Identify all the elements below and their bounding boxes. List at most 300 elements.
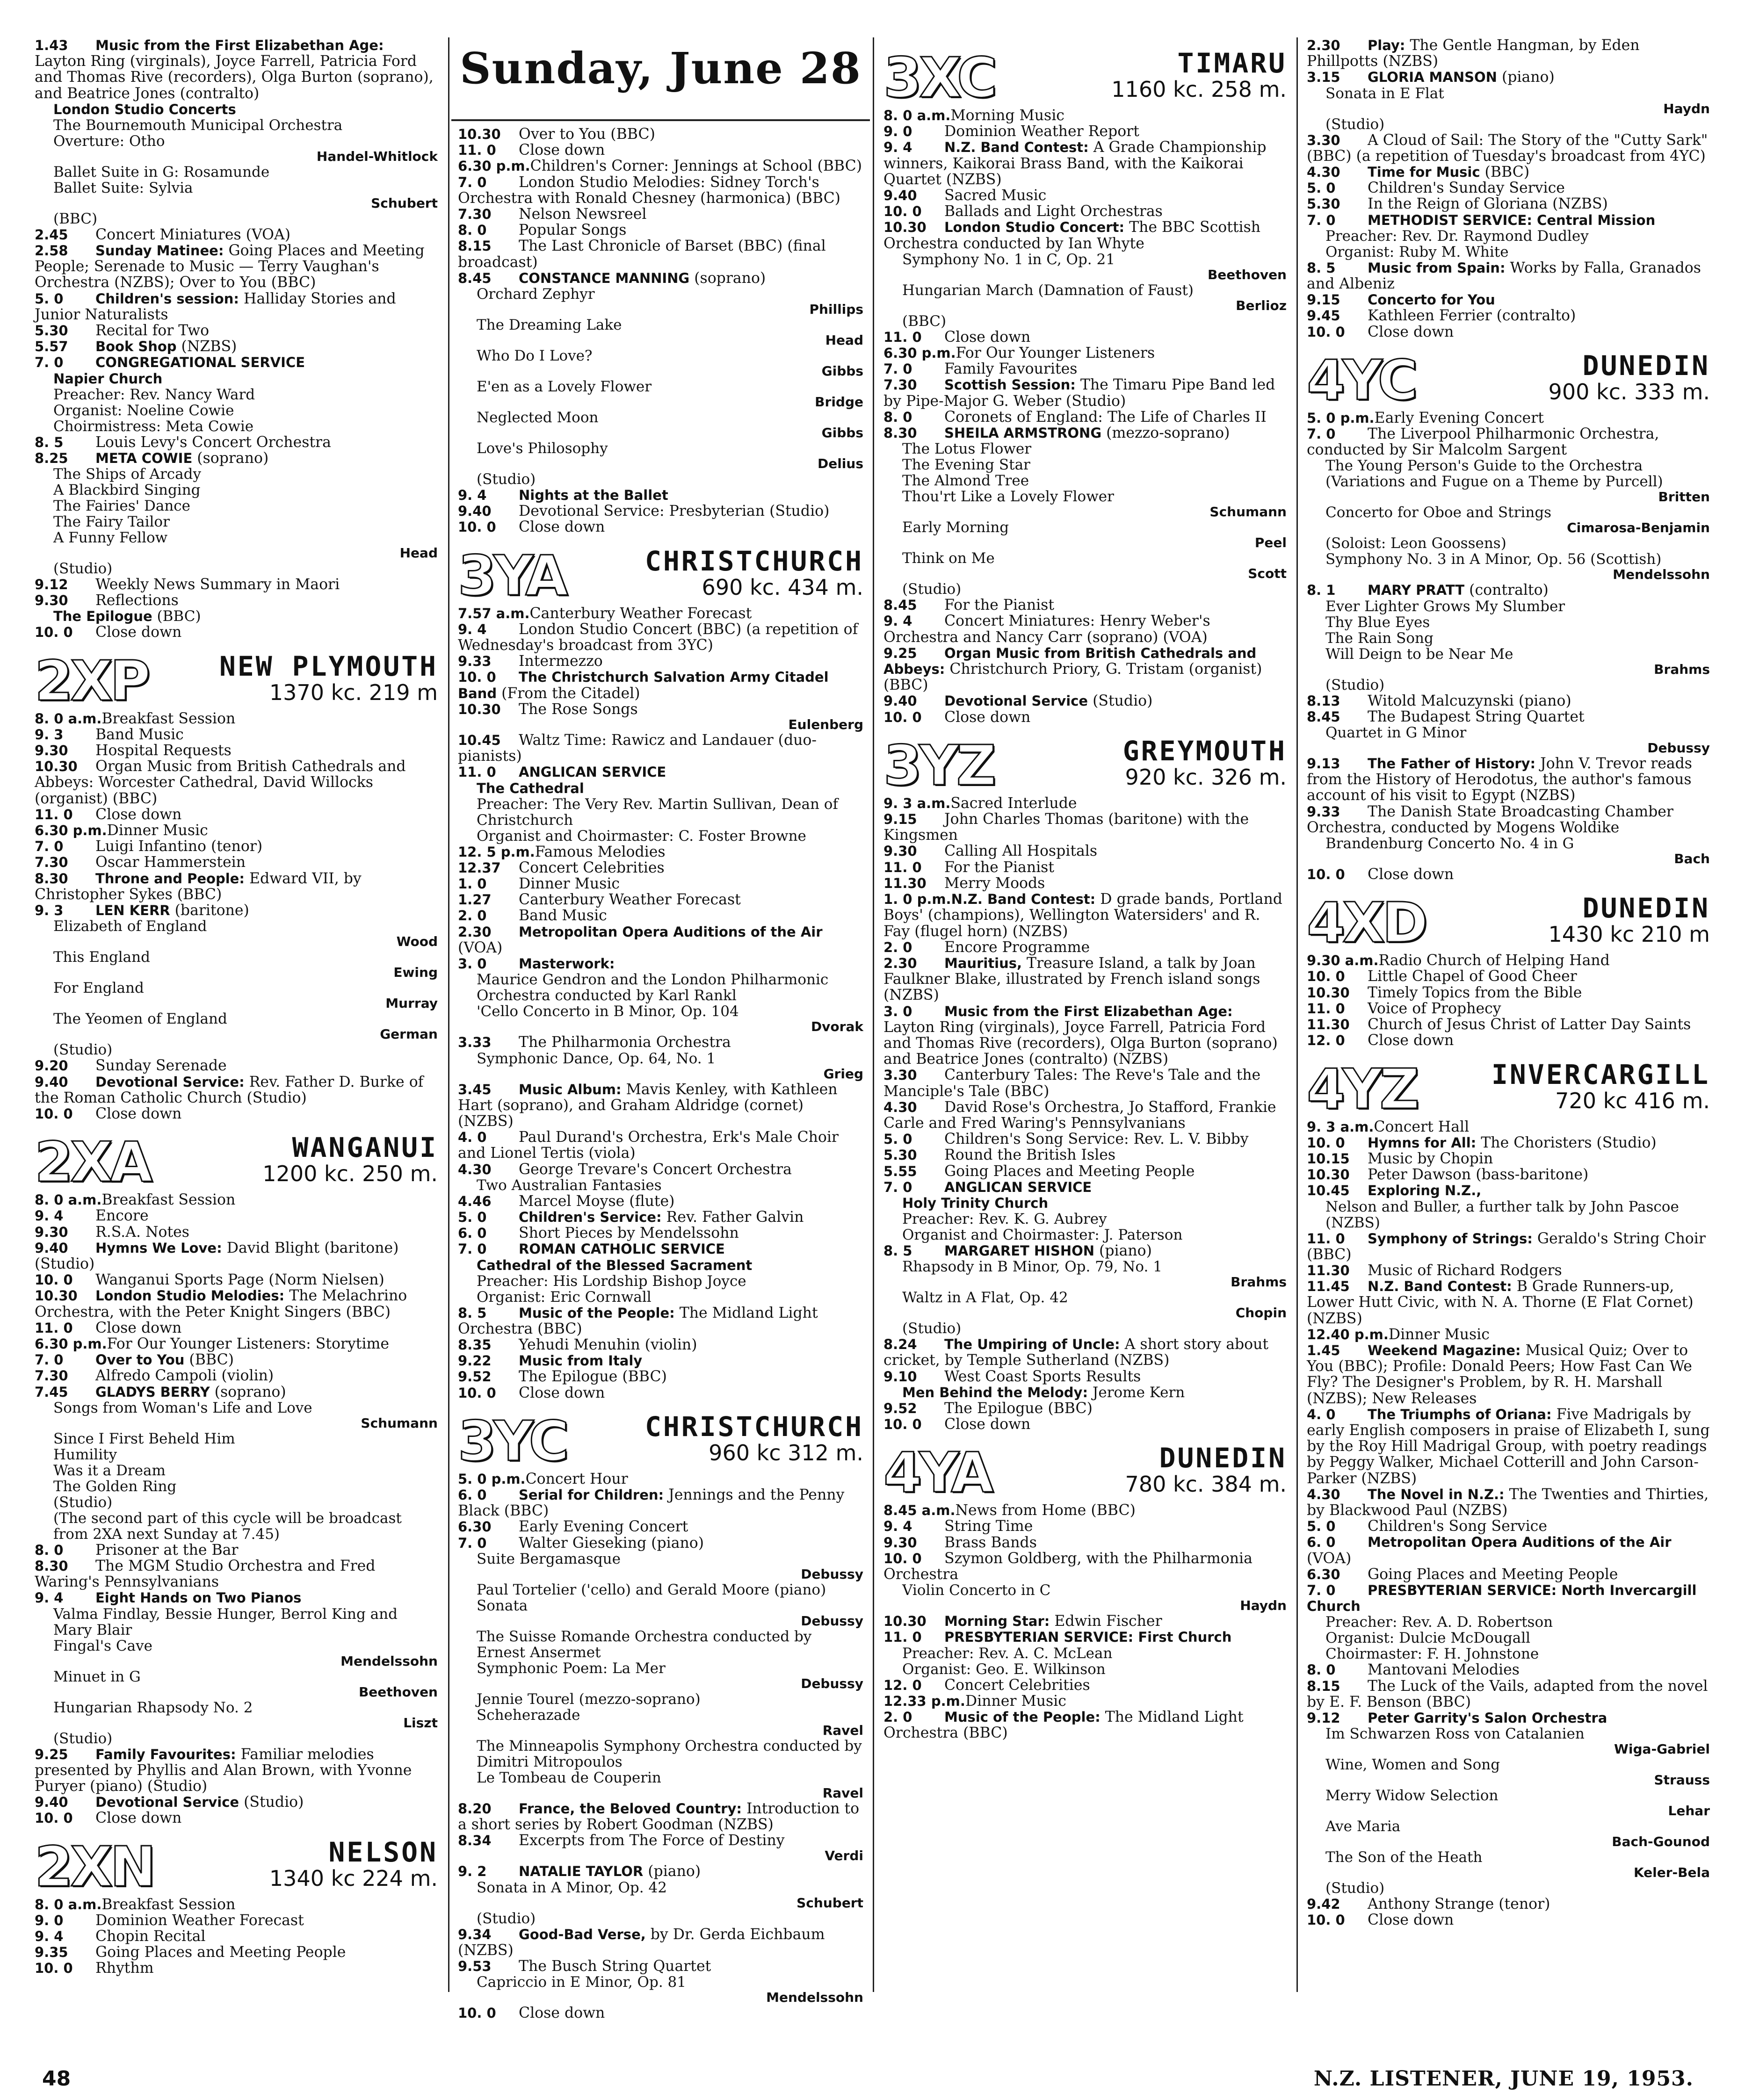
entry-time: 8. 5 xyxy=(1307,260,1336,276)
programme-entry xyxy=(1307,1199,1710,1231)
entry-time: 7. 0 xyxy=(458,1535,487,1551)
programme-entry xyxy=(1307,1001,1710,1017)
entry-text: Witold Malcuzynski (piano) xyxy=(1368,692,1571,709)
entry-heading: Symphony of Strings: xyxy=(1368,1230,1533,1247)
entry-text: (Studio) xyxy=(1325,676,1385,693)
entry-text: Dinner Music xyxy=(519,875,620,893)
entry-text: Was it a Dream xyxy=(53,1462,166,1479)
entry-text: Canterbury Weather Forecast xyxy=(529,605,752,622)
entry-text: Edwin Fischer xyxy=(1050,1613,1162,1630)
programme-entry xyxy=(35,403,438,419)
entry-time: 10.15 xyxy=(1307,1150,1350,1167)
entry-text: Close down xyxy=(1368,323,1454,340)
composer-credit: Murray xyxy=(385,996,438,1011)
programme-entry xyxy=(35,1746,438,1795)
programme-entry xyxy=(458,1257,863,1273)
composer-credit: Mendelssohn xyxy=(1613,567,1710,583)
entry-text: Paul Tortelier ('cello) and Gerald Moore (piano) xyxy=(477,1581,826,1598)
programme-entry xyxy=(1307,1342,1710,1407)
entry-time: 2. 0 xyxy=(883,1709,912,1725)
programme-entry xyxy=(458,487,863,503)
entry-text: Geraldo's String Choir (BBC) xyxy=(1307,1230,1706,1263)
entry-text: (VOA) xyxy=(458,939,503,956)
entry-text: Violin Concerto in C xyxy=(902,1582,1051,1599)
entry-heading: GLORIA MANSON xyxy=(1368,69,1497,86)
programme-entry xyxy=(883,1227,1287,1243)
entry-time: 9.12 xyxy=(1307,1710,1340,1726)
programme-entry xyxy=(35,1897,438,1912)
programme-entry xyxy=(458,1082,863,1130)
programme-entry xyxy=(1307,1278,1710,1327)
entry-time: 2.30 xyxy=(883,955,917,971)
entry-time: 6.30 p.m. xyxy=(883,345,956,361)
entry-text: Mavis Kenley, with Kathleen Hart (soprano), and Graham Aldridge (cornet) (NZBS) xyxy=(458,1081,838,1130)
entry-text: Close down xyxy=(95,624,182,641)
entry-heading: Music from Italy xyxy=(519,1353,643,1369)
entry-text: Going Places and Meeting People; Serenade to Music — Terry Vaughan's Orchestra (NZBS); Over to You (BBC) xyxy=(35,242,425,291)
entry-time: 3.33 xyxy=(458,1034,492,1051)
entry-text: Concert Hour xyxy=(525,1470,628,1487)
entry-time: 9.15 xyxy=(1307,292,1340,308)
entry-time: 9.30 xyxy=(35,743,68,759)
programme-entry xyxy=(883,329,1287,345)
entry-text: Brandenburg Concerto No. 4 in G xyxy=(1325,835,1574,852)
programme-entry xyxy=(1307,1757,1710,1773)
entry-heading: PRESBYTERIAN SERVICE: First Church xyxy=(944,1629,1232,1645)
programme-entry xyxy=(883,795,1287,811)
programme-entry xyxy=(35,871,438,902)
entry-time: 8.45 xyxy=(1307,708,1340,725)
station-callsign: 3YC xyxy=(458,1408,566,1473)
entry-heading: Morning Star: xyxy=(944,1613,1050,1630)
entry-time: 6. 0 xyxy=(458,1225,487,1241)
entry-text: Concert Miniatures (VOA) xyxy=(95,226,291,243)
entry-time: 9. 4 xyxy=(458,487,487,504)
entry-text: A Grade Championship winners, Kaikorai Brass Band, with the Kaikorai Quartet (NZBS) xyxy=(883,139,1267,188)
programme-entry xyxy=(1307,164,1710,180)
entry-text: (soprano) xyxy=(192,449,269,467)
composer-credit: Bridge xyxy=(815,394,863,410)
entry-time: 4. 0 xyxy=(458,1129,487,1146)
composer-credit: Verdi xyxy=(825,1848,863,1864)
entry-text: Organist and Choirmaster: C. Foster Browne xyxy=(477,827,806,844)
entry-time: 9.35 xyxy=(35,1944,68,1961)
entry-text: (BBC) xyxy=(152,608,201,625)
station-city: INVERCARGILL xyxy=(1491,1058,1710,1090)
programme-entry xyxy=(1307,1819,1710,1834)
programme-entry xyxy=(458,1162,863,1177)
entry-time: 2.30 xyxy=(458,924,492,940)
composer-credit: Ewing xyxy=(393,965,438,981)
entry-time: 1.27 xyxy=(458,892,492,908)
entry-text: Anthony Strange (tenor) xyxy=(1368,1896,1550,1913)
composer-credit: Beethoven xyxy=(358,1684,438,1700)
programme-entry xyxy=(35,1192,438,1208)
entry-time: 10. 0 xyxy=(883,1416,922,1432)
entry-heading: Time for Music xyxy=(1368,164,1480,180)
programme-entry xyxy=(883,1535,1287,1551)
entry-text: The Young Person's Guide to the Orchestra (Variations and Fugue on a Theme by Purcell) xyxy=(1325,457,1663,491)
entry-time: 7.30 xyxy=(35,854,68,871)
programme-entry xyxy=(35,758,438,807)
entry-text: Children's Sunday Service xyxy=(1368,180,1565,197)
programme-entry xyxy=(35,227,438,243)
programme-entry xyxy=(883,1369,1287,1385)
programme-entry xyxy=(1307,1849,1710,1865)
programme-entry xyxy=(1307,1566,1710,1582)
entry-text: John Charles Thomas (baritone) with the Kingsmen xyxy=(883,811,1249,844)
entry-text: Concerto for Oboe and Strings xyxy=(1325,504,1552,521)
entry-time: 8. 5 xyxy=(458,1305,487,1321)
entry-text: Going Places and Meeting People xyxy=(1368,1566,1618,1583)
entry-time: 9. 4 xyxy=(35,1208,64,1224)
entry-text: The Son of the Heath xyxy=(1325,1849,1483,1866)
entry-text: Luigi Infantino (tenor) xyxy=(95,838,263,855)
programme-entry xyxy=(458,519,863,535)
programme-entry xyxy=(883,843,1287,859)
station-header xyxy=(883,733,1287,798)
entry-text: Will Deign to be Near Me xyxy=(1325,645,1513,663)
entry-text: String Time xyxy=(944,1518,1033,1535)
programme-entry xyxy=(458,1880,863,1896)
composer-credit: Wiga-Gabriel xyxy=(1614,1741,1710,1757)
programme-entry xyxy=(1307,1518,1710,1534)
programme-entry xyxy=(458,348,863,364)
programme-entry xyxy=(883,1067,1287,1099)
entry-time: 12. 5 p.m. xyxy=(458,844,535,860)
programme-entry xyxy=(35,419,438,434)
entry-text: Mantovani Melodies xyxy=(1368,1661,1520,1679)
entry-time: 9.42 xyxy=(1307,1896,1340,1912)
entry-heading: ANGLICAN SERVICE xyxy=(944,1179,1092,1195)
programme-entry xyxy=(1307,132,1710,164)
entry-text: Music of Richard Rodgers xyxy=(1368,1262,1562,1279)
entry-time: 5.57 xyxy=(35,339,68,355)
entry-text: Kathleen Ferrier (contralto) xyxy=(1368,307,1576,325)
station-frequency: 690 kc. 434 m. xyxy=(702,574,863,600)
programme-entry xyxy=(458,270,863,286)
entry-text: London Studio Melodies: Sidney Torch's Orchestra with Ronald Chesney (harmonica) (BBC) xyxy=(458,173,840,207)
entry-text: Merry Moods xyxy=(944,874,1045,892)
entry-text: Early Evening Concert xyxy=(1374,409,1544,426)
programme-entry xyxy=(458,1801,863,1833)
programme-entry xyxy=(1307,426,1710,458)
entry-text: (baritone) xyxy=(170,902,249,919)
programme-list xyxy=(35,711,438,1122)
entry-heading: Hymns for All: xyxy=(1368,1134,1477,1151)
entry-time: 3.45 xyxy=(458,1081,492,1097)
programme-entry xyxy=(883,520,1287,535)
entry-heading: ROMAN CATHOLIC SERVICE xyxy=(519,1241,725,1257)
entry-text: (BBC) xyxy=(53,210,98,227)
station-frequency: 960 kc 312 m. xyxy=(709,1440,863,1465)
column-2 xyxy=(451,126,870,2071)
entry-text: Round the British Isles xyxy=(944,1147,1116,1164)
entry-text: Fingal's Cave xyxy=(53,1637,152,1654)
entry-text: (VOA) xyxy=(1307,1550,1352,1567)
entry-heading: Weekend Magazine: xyxy=(1368,1342,1521,1358)
entry-time: 3.30 xyxy=(1307,132,1340,148)
programme-entry xyxy=(1307,551,1710,567)
programme-entry xyxy=(458,1863,863,1879)
entry-time: 1.43 xyxy=(35,37,68,53)
entry-text: Dominion Weather Report xyxy=(944,123,1139,140)
entry-text: (piano) xyxy=(1497,69,1555,86)
station-callsign: 2XA xyxy=(35,1130,150,1195)
entry-time: 9.40 xyxy=(35,1794,68,1811)
entry-time: 6.30 p.m. xyxy=(35,823,107,839)
entry-text: The Epilogue (BBC) xyxy=(944,1400,1093,1417)
programme-entry xyxy=(35,1494,438,1510)
entry-text: Preacher: Rev. Nancy Ward xyxy=(53,386,255,403)
programme-entry xyxy=(458,1738,863,1770)
programme-entry xyxy=(883,693,1287,709)
programme-entry xyxy=(35,482,438,498)
composer-credit: Gibbs xyxy=(821,363,863,379)
composer-credit: Wood xyxy=(396,934,438,950)
entry-text: Layton Ring (virginals), Joyce Farrell, Patricia Ford and Thomas Rive (recorders), Olga Burton (soprano), and Beatrice Jones (contralto) xyxy=(35,53,434,102)
programme-entry xyxy=(1307,1119,1710,1135)
entry-text: The Bournemouth Municipal Orchestra xyxy=(53,116,343,134)
entry-heading: Cathedral of the Blessed Sacrament xyxy=(477,1257,753,1273)
title-rule xyxy=(451,119,870,121)
entry-text: R.S.A. Notes xyxy=(95,1223,189,1241)
programme-entry xyxy=(35,164,438,180)
programme-entry xyxy=(35,1510,438,1542)
programme-list xyxy=(1307,410,1710,882)
station-city: GREYMOUTH xyxy=(1122,735,1287,767)
entry-text: Close down xyxy=(944,708,1031,726)
programme-entry xyxy=(1307,37,1710,69)
programme-entry xyxy=(458,503,863,519)
programme-entry xyxy=(883,1551,1287,1582)
programme-entry xyxy=(1307,1487,1710,1518)
programme-entry xyxy=(35,1224,438,1240)
programme-entry xyxy=(1307,756,1710,804)
station-city: DUNEDIN xyxy=(1582,892,1710,924)
entry-text: Merry Widow Selection xyxy=(1325,1787,1499,1804)
programme-entry xyxy=(1307,630,1710,646)
programme-entry xyxy=(35,592,438,608)
entry-time: 8. 0 a.m. xyxy=(35,710,102,727)
entry-time: 4.46 xyxy=(458,1193,492,1209)
programme-entry xyxy=(883,1677,1287,1693)
programme-entry xyxy=(458,206,863,222)
entry-time: 9.12 xyxy=(35,577,68,593)
programme-entry xyxy=(1307,1231,1710,1263)
entry-text: Quartet in G Minor xyxy=(1325,724,1467,742)
programme-entry xyxy=(35,1960,438,1976)
programme-entry xyxy=(458,1487,863,1519)
programme-entry xyxy=(458,1535,863,1551)
programme-entry xyxy=(35,1447,438,1463)
entry-time: 8.30 xyxy=(35,1558,68,1574)
station-frequency: 1430 kc 210 m xyxy=(1548,922,1710,947)
entry-heading: Music from the First Elizabethan Age: xyxy=(95,37,384,53)
entry-time: 9.30 xyxy=(883,1534,917,1551)
entry-text: Close down xyxy=(519,1384,605,1401)
entry-text: Think on Me xyxy=(902,550,995,567)
composer-credit: Scott xyxy=(1248,566,1287,582)
programme-entry xyxy=(35,577,438,592)
entry-time: 10. 0 xyxy=(35,624,73,641)
entry-text: The Fairies' Dance xyxy=(53,498,191,515)
entry-heading: France, the Beloved Country: xyxy=(519,1800,742,1817)
entry-heading: The Cathedral xyxy=(477,780,584,796)
programme-entry xyxy=(458,1305,863,1337)
entry-text: The BBC Scottish Orchestra conducted by Ian Whyte xyxy=(883,219,1261,252)
programme-entry xyxy=(35,980,438,996)
composer-credit: Debussy xyxy=(801,1566,863,1582)
entry-text: Marcel Moyse (flute) xyxy=(519,1192,675,1210)
programme-entry xyxy=(458,1225,863,1241)
programme-entry xyxy=(35,1542,438,1558)
entry-text: Wanganui Sports Page (Norm Nielsen) xyxy=(95,1271,384,1289)
programme-entry xyxy=(35,1606,438,1638)
entry-text: Preacher: Rev. A. D. Robertson xyxy=(1325,1614,1553,1631)
entry-text: Im Schwarzen Ross von Catalanien xyxy=(1325,1725,1585,1743)
entry-text: Sonata xyxy=(477,1597,528,1614)
programme-entry xyxy=(35,1928,438,1944)
programme-entry xyxy=(883,203,1287,219)
entry-heading: SHEILA ARMSTRONG xyxy=(944,425,1102,441)
programme-entry xyxy=(883,108,1287,123)
entry-time: 8. 5 xyxy=(883,1242,912,1259)
entry-time: 1. 0 p.m. xyxy=(883,891,951,908)
programme-entry xyxy=(35,1106,438,1122)
composer-credit: Keler-Bela xyxy=(1633,1865,1710,1881)
programme-entry xyxy=(458,892,863,908)
programme-entry xyxy=(1307,324,1710,340)
entry-time: 10. 0 xyxy=(458,669,496,686)
programme-entry xyxy=(35,1240,438,1272)
programme-entry xyxy=(883,1709,1287,1741)
entry-text: Preacher: The Very Rev. Martin Sullivan, Dean of Christchurch xyxy=(477,795,838,829)
entry-text: Scheherazade xyxy=(477,1706,580,1724)
entry-heading: The Epilogue xyxy=(53,608,152,625)
entry-text: Intermezzo xyxy=(519,653,603,670)
programme-entry xyxy=(458,440,863,456)
entry-heading: Serial for Children: xyxy=(519,1487,664,1503)
composer-credit: Britten xyxy=(1658,489,1710,505)
composer-credit: Debussy xyxy=(1647,740,1710,756)
entry-time: 9.30 xyxy=(883,843,917,859)
station-callsign: 3YZ xyxy=(883,733,994,798)
entry-text: Jennings and the Penny Black (BBC) xyxy=(458,1486,845,1520)
programme-entry xyxy=(883,282,1287,298)
entry-text: Walter Gieseking (piano) xyxy=(519,1534,704,1552)
programme-entry xyxy=(35,1590,438,1606)
entry-time: 5. 0 p.m. xyxy=(1307,410,1375,426)
entry-time: 9.34 xyxy=(458,1926,492,1942)
entry-text: Concert Hall xyxy=(1374,1118,1470,1135)
entry-time: 8.45 a.m. xyxy=(883,1502,956,1519)
entry-time: 9.30 a.m. xyxy=(1307,953,1379,969)
entry-time: 7. 0 xyxy=(35,354,64,371)
programme-entry xyxy=(458,1177,863,1193)
programme-entry xyxy=(35,1011,438,1027)
entry-text: Hungarian Rhapsody No. 2 xyxy=(53,1699,253,1716)
entry-text: Dinner Music xyxy=(107,822,208,839)
programme-entry xyxy=(35,624,438,640)
entry-text: Dominion Weather Forecast xyxy=(95,1912,304,1929)
programme-entry xyxy=(883,457,1287,473)
programme-entry xyxy=(458,1273,863,1289)
entry-time: 10. 0 xyxy=(1307,968,1345,985)
entry-text: Ever Lighter Grows My Slumber xyxy=(1325,598,1565,615)
programme-entry xyxy=(1307,212,1710,228)
entry-text: (From the Citadel) xyxy=(497,685,640,702)
entry-heading: MARY PRATT xyxy=(1368,582,1465,599)
entry-time: 10. 0 xyxy=(1307,1912,1345,1928)
entry-text: The Yeomen of England xyxy=(53,1010,227,1028)
programme-entry xyxy=(883,1645,1287,1661)
entry-text: Sonata in A Minor, Op. 42 xyxy=(477,1879,667,1896)
entry-time: 2.58 xyxy=(35,243,68,259)
programme-entry xyxy=(883,377,1287,409)
entry-time: 7.30 xyxy=(35,1368,68,1384)
composer-credit: German xyxy=(380,1026,438,1042)
programme-entry xyxy=(458,796,863,828)
entry-heading: Men Behind the Melody: xyxy=(902,1384,1088,1400)
entry-text: Church of Jesus Christ of Latter Day Saints xyxy=(1368,1016,1691,1033)
entry-time: 7.45 xyxy=(35,1384,68,1400)
programme-entry xyxy=(883,345,1287,361)
programme-entry xyxy=(1307,1710,1710,1726)
programme-entry xyxy=(458,1519,863,1535)
entry-heading: Holy Trinity Church xyxy=(902,1195,1049,1211)
entry-heading: Children's Service: xyxy=(519,1209,662,1225)
column-rule xyxy=(448,37,449,1992)
entry-heading: Organ Music from British Cathedrals and Abbeys: xyxy=(883,645,1257,678)
entry-text: News from Home (BBC) xyxy=(955,1502,1136,1519)
programme-entry xyxy=(1307,677,1710,693)
column-4 xyxy=(1300,37,1716,1983)
programme-entry xyxy=(883,1385,1287,1400)
programme-list xyxy=(883,795,1287,1432)
entry-text: Minuet in G xyxy=(53,1668,141,1685)
programme-entry xyxy=(35,1558,438,1590)
entry-time: 11. 0 xyxy=(883,329,922,345)
entry-heading: Good-Bad Verse, xyxy=(519,1926,646,1942)
entry-time: 3.30 xyxy=(883,1067,917,1083)
composer-credit: Lehar xyxy=(1668,1803,1710,1819)
composer-credit: Schubert xyxy=(371,195,438,211)
entry-time: 8. 0 xyxy=(458,222,487,238)
entry-heading: Devotional Service: xyxy=(95,1074,245,1090)
entry-time: 3. 0 xyxy=(458,956,487,972)
column-rule xyxy=(873,37,874,1992)
programme-entry xyxy=(1307,1788,1710,1804)
entry-text: George Trevare's Concert Orchestra xyxy=(519,1161,792,1178)
entry-time: 12.37 xyxy=(458,859,501,876)
programme-entry xyxy=(35,101,438,117)
entry-time: 8. 0 xyxy=(883,409,912,425)
entry-time: 8.45 xyxy=(458,270,492,286)
programme-entry xyxy=(35,1384,438,1400)
entry-time: 6.30 xyxy=(1307,1566,1340,1582)
entry-time: 5.30 xyxy=(883,1147,917,1163)
entry-text: Concert Miniatures: Henry Weber's Orchestra and Nancy Carr (soprano) (VOA) xyxy=(883,613,1210,646)
entry-text: Sacred Music xyxy=(944,187,1047,204)
entry-text: Brass Bands xyxy=(944,1534,1037,1551)
entry-time: 10. 0 xyxy=(35,1272,73,1288)
entry-heading: Mauritius, xyxy=(944,955,1022,971)
programme-entry xyxy=(1307,836,1710,852)
station-frequency: 900 kc. 333 m. xyxy=(1548,379,1710,404)
entry-text: Famous Melodies xyxy=(535,843,666,860)
programme-entry xyxy=(1307,196,1710,212)
